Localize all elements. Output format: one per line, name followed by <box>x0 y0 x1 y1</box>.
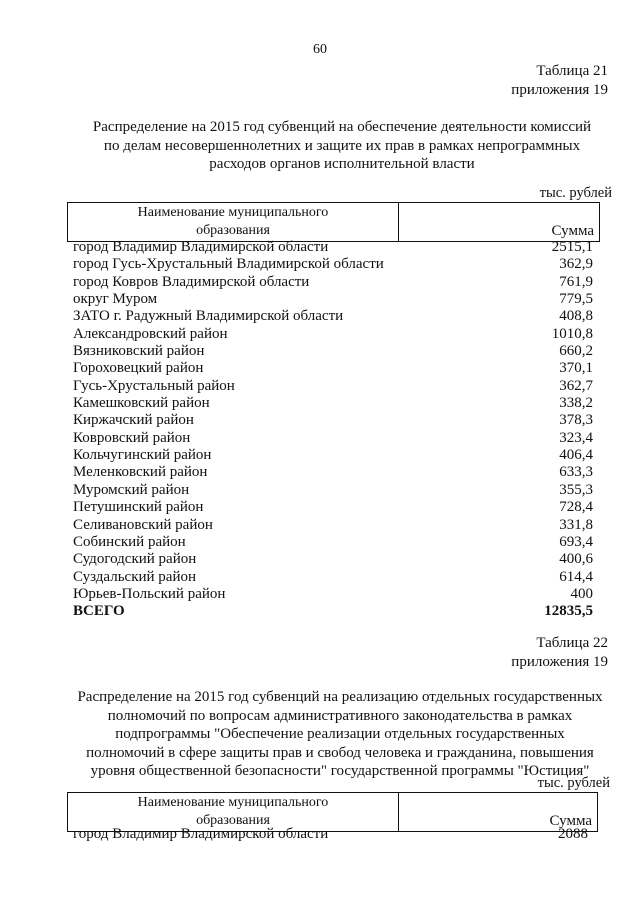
table21-label-line1: Таблица 21 <box>536 63 608 79</box>
table-row <box>73 447 593 464</box>
row-name: Гусь-Хрустальный район <box>73 377 235 394</box>
row-name: Вязниковский район <box>73 343 205 360</box>
table-row <box>73 482 593 499</box>
table-row <box>73 308 593 325</box>
row-name: Судогодский район <box>73 551 197 568</box>
page-number: 60 <box>313 42 327 57</box>
table-row <box>73 395 593 412</box>
row-value: 693,4 <box>559 533 593 550</box>
table-row <box>73 499 593 516</box>
row-name: Кольчугинский район <box>73 447 212 464</box>
caption-line: Распределение на 2015 год субвенций на реализацию отдельных государственных <box>77 689 603 705</box>
header-name-line1: Наименование муниципального <box>137 205 329 220</box>
table-row <box>73 826 588 843</box>
row-value: 362,9 <box>559 256 593 273</box>
row-value: 331,8 <box>559 516 593 533</box>
caption-line: Распределение на 2015 год субвенций на обеспечение деятельности комиссий <box>92 119 592 135</box>
table21-label <box>511 62 608 100</box>
row-name: город Владимир Владимирской области <box>73 826 329 842</box>
row-name: Муромский район <box>73 481 190 498</box>
total-row <box>73 603 593 620</box>
table-row <box>73 274 593 291</box>
row-value: 355,3 <box>559 481 593 498</box>
row-name: Меленковский район <box>73 464 208 481</box>
header-name-line2: образования <box>196 223 270 238</box>
caption-line: расходов органов исполнительной власти <box>209 156 475 172</box>
row-value: 2515,1 <box>551 239 593 255</box>
row-name: округ Муром <box>73 291 158 308</box>
table-row <box>73 586 593 603</box>
row-value: 728,4 <box>559 499 593 516</box>
caption-line: подпрограммы "Обеспечение реализации отдельных государственных <box>115 726 565 742</box>
row-value: 408,8 <box>559 308 593 325</box>
row-value: 12835,5 <box>544 603 593 620</box>
table-row <box>73 239 593 256</box>
table22-header-sum: Сумма <box>549 813 592 829</box>
caption-line: полномочий в сфере защиты прав и свобод человека и гражданина, повышения <box>86 744 594 761</box>
table22-units: тыс. рублей <box>537 775 610 791</box>
table-row <box>73 551 593 568</box>
table-row <box>73 343 593 360</box>
table-row <box>73 360 593 377</box>
table-row <box>73 534 593 551</box>
table21-header <box>67 202 600 242</box>
table-row <box>73 291 593 308</box>
table21-label-line2: приложения 19 <box>511 82 608 98</box>
row-name: ВСЕГО <box>73 603 125 620</box>
table22-label-line2: приложения 19 <box>511 654 608 670</box>
table-row <box>73 430 593 447</box>
table21-units: тыс. рублей <box>539 185 612 201</box>
row-name: город Владимир Владимирской области <box>73 239 329 255</box>
row-name: Петушинский район <box>73 499 204 516</box>
table21-caption <box>62 118 622 174</box>
table-row <box>73 569 593 586</box>
table21-header-sum: Сумма <box>551 223 594 239</box>
table21-body <box>73 239 593 621</box>
row-value: 378,3 <box>559 412 593 429</box>
row-value: 370,1 <box>559 360 593 377</box>
table21-header-name <box>68 203 399 242</box>
table22-body <box>73 826 588 843</box>
table-row <box>73 517 593 534</box>
row-value: 660,2 <box>559 343 593 360</box>
row-name: Гороховецкий район <box>73 360 204 377</box>
table-row <box>73 464 593 481</box>
row-value: 2088 <box>558 826 588 842</box>
row-name: город Ковров Владимирской области <box>73 273 310 290</box>
row-value: 338,2 <box>559 395 593 412</box>
row-name: Киржачский район <box>73 412 194 429</box>
row-value: 614,4 <box>559 568 593 585</box>
caption-line: уровня общественной безопасности" государственной программы "Юстиция" <box>90 763 590 779</box>
row-name: Селивановский район <box>73 516 213 533</box>
row-value: 406,4 <box>559 447 593 464</box>
row-value: 400,6 <box>559 551 593 568</box>
header-name-line1: Наименование муниципального <box>137 795 329 810</box>
table-row <box>73 256 593 273</box>
table22-caption <box>50 688 630 781</box>
row-name: Александровский район <box>73 325 228 342</box>
row-value: 400 <box>570 585 593 602</box>
row-name: Собинский район <box>73 533 186 550</box>
header-name-line2: образования <box>196 813 270 828</box>
row-value: 761,9 <box>559 273 593 290</box>
row-name: ЗАТО г. Радужный Владимирской области <box>73 308 344 325</box>
table-row <box>73 378 593 395</box>
table22-label <box>511 634 608 672</box>
row-name: Ковровский район <box>73 429 191 446</box>
row-name: Камешковский район <box>73 395 210 412</box>
table22-label-line1: Таблица 22 <box>536 635 608 651</box>
table-row <box>73 326 593 343</box>
caption-line: по делам несовершеннолетних и защите их прав в рамках непрограммных <box>103 137 581 154</box>
caption-line: полномочий по вопросам административного законодательства в рамках <box>107 707 573 724</box>
row-name: Суздальский район <box>73 568 196 585</box>
table-row <box>73 412 593 429</box>
row-value: 1010,8 <box>551 325 593 342</box>
row-value: 779,5 <box>559 291 593 308</box>
row-name: город Гусь-Хрустальный Владимирской области <box>73 256 384 273</box>
row-name: Юрьев-Польский район <box>73 585 226 602</box>
row-value: 362,7 <box>559 377 593 394</box>
row-value: 323,4 <box>559 429 593 446</box>
row-value: 633,3 <box>559 464 593 481</box>
